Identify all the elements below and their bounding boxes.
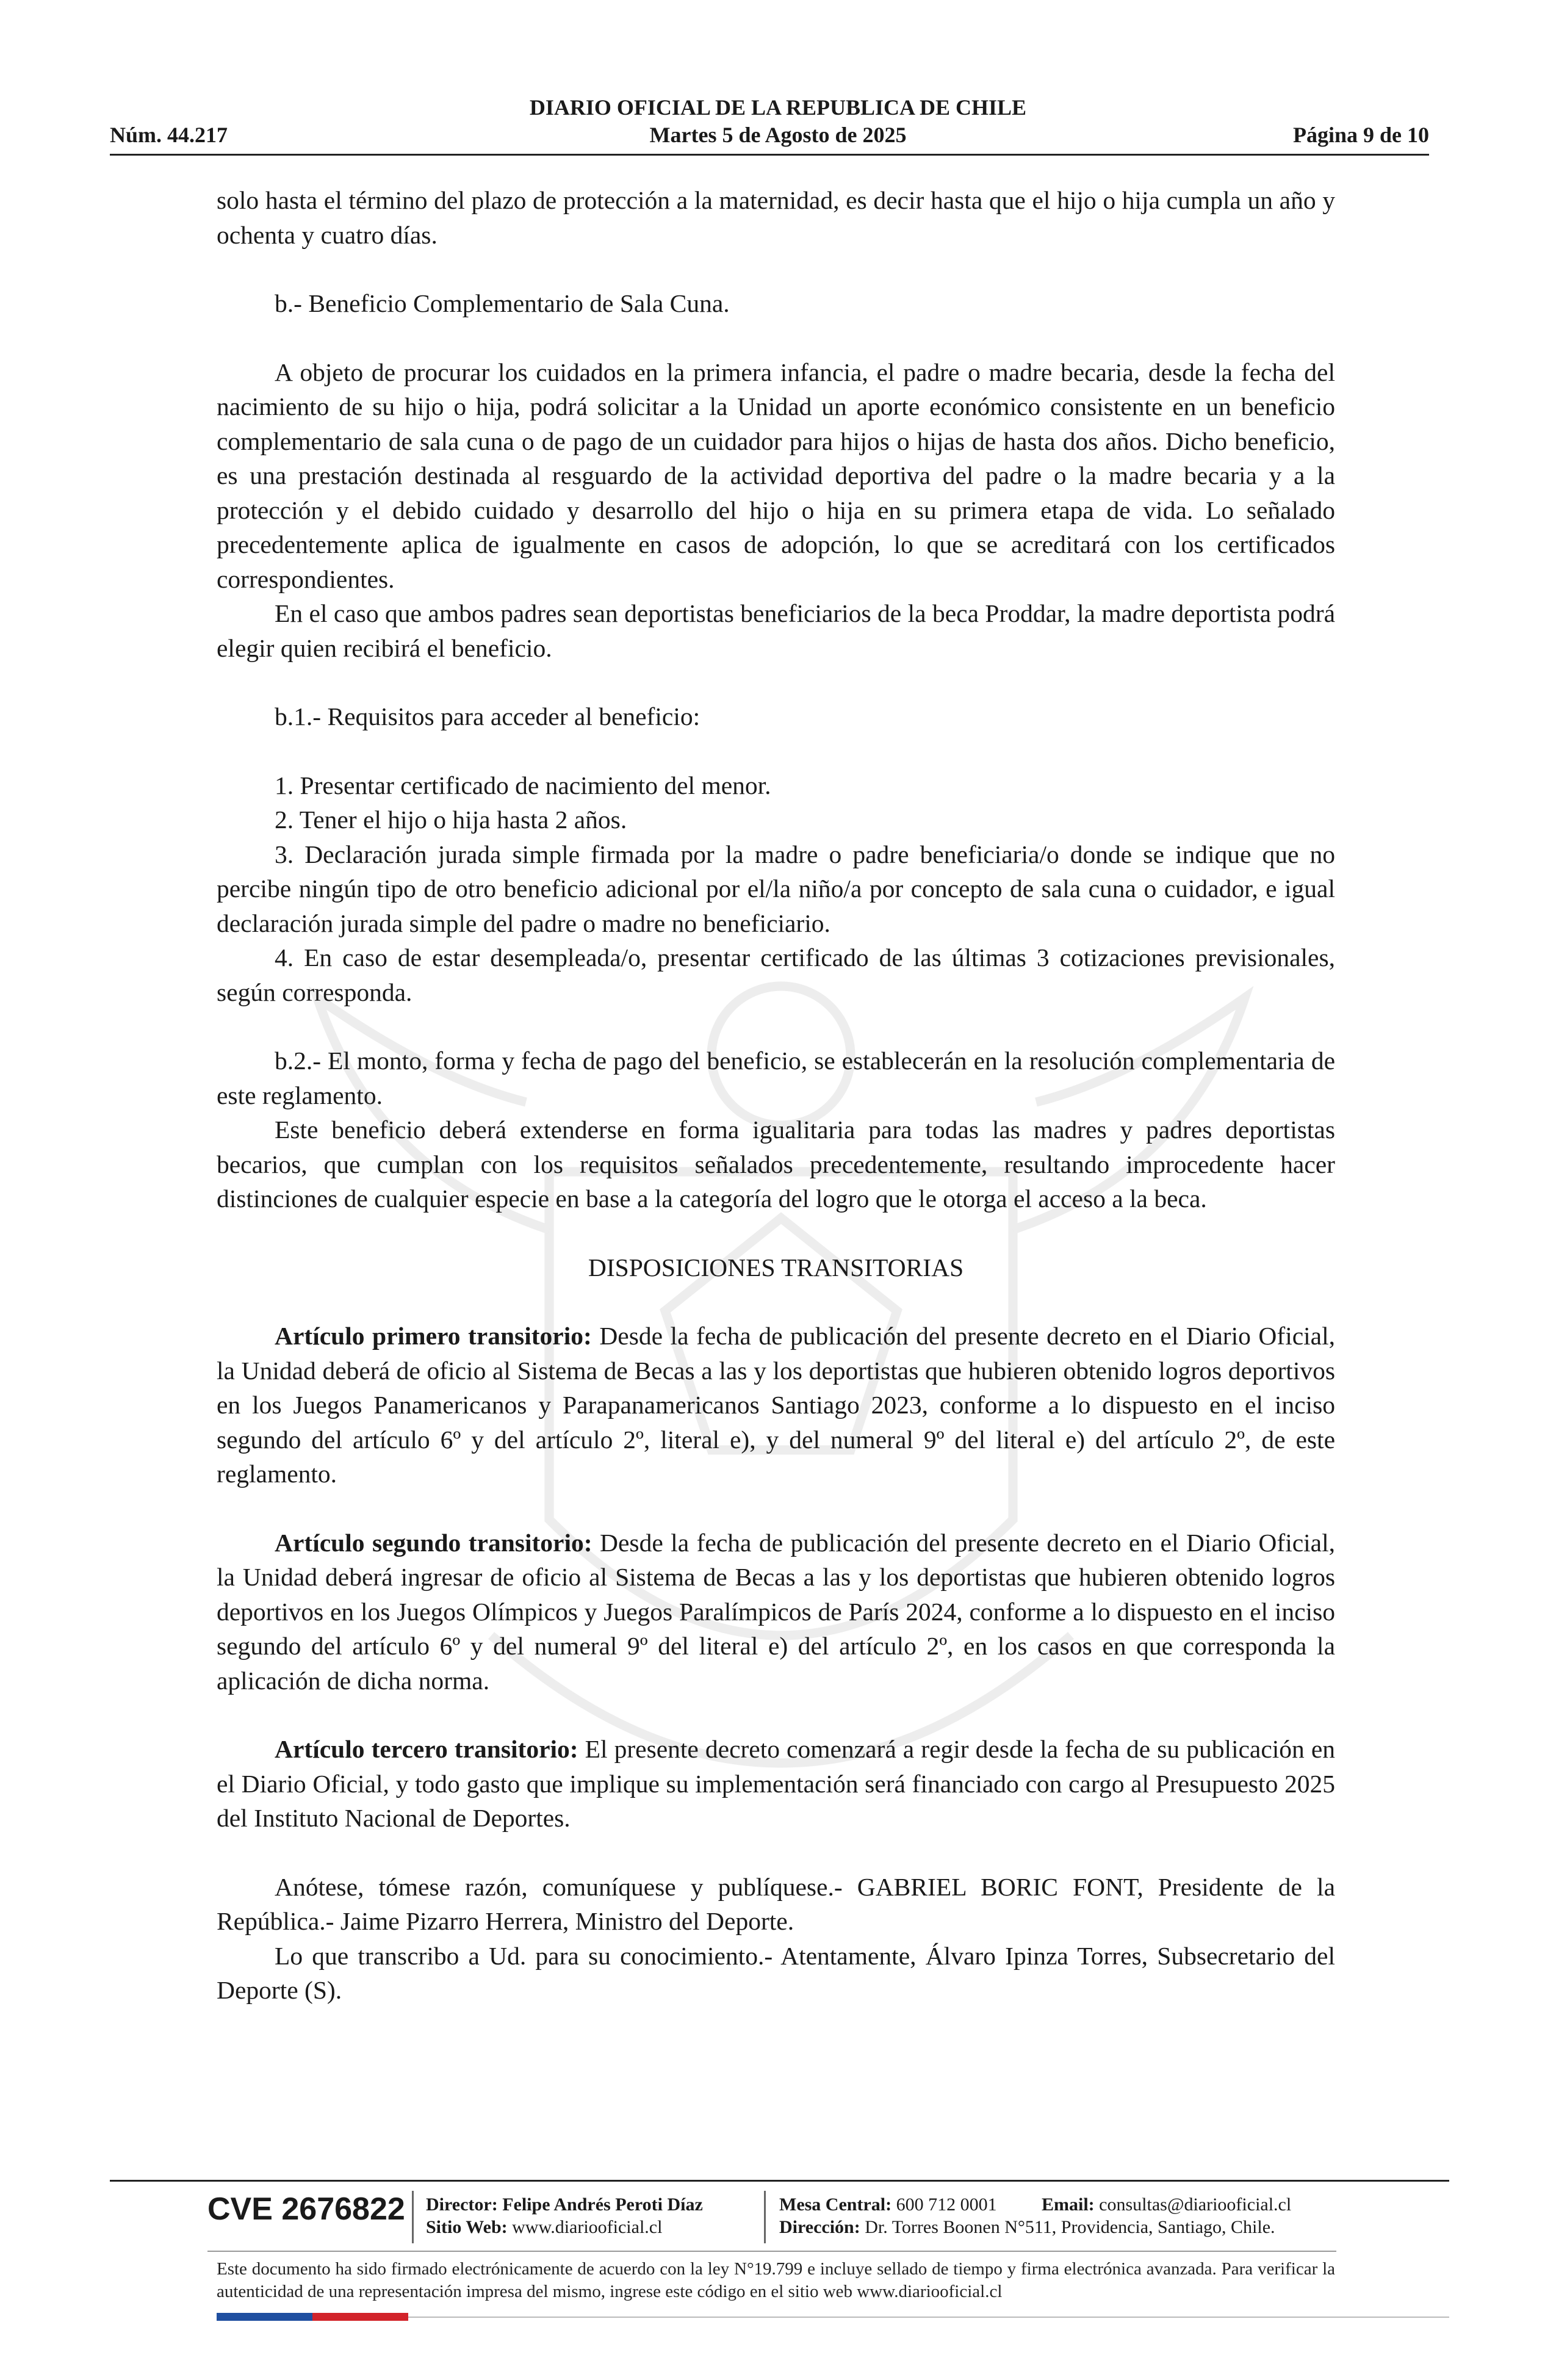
paragraph: A objeto de procurar los cuidados en la primera infancia, el padre o madre becaria, desde la fecha del nacimiento de su hijo o hija, podrá solicitar a la Unidad un aporte económico consistente en un beneficio complementario de sala cuna o de pago de un cuidador para hijos o hijas de hasta dos años. Dicho beneficio, es una prestación destinada al resguardo de la actividad deportiva del padre o la madre becaria y a la protección y el debido cuidado y desarrollo del hijo o hija en su primera etapa de vida. Lo señalado precedentemente aplica de igualmente en casos de adopción, lo que se acreditará con los certificados correspondientes.: [217, 358, 1335, 593]
list-item: 3. Declaración jurada simple firmada por la madre o padre beneficiaria/o donde se indique que no percibe ningún tipo de otro beneficio adicional por el/la niño/a por concepto de sala cuna o cuidador, e igual declaración jurada simple del padre o madre no beneficiario.: [217, 840, 1335, 937]
website-label: Sitio Web:: [426, 2217, 508, 2237]
newspaper-title: DIARIO OFICIAL DE LA REPUBLICA DE CHILE: [529, 95, 1027, 120]
article-label: Artículo primero transitorio:: [275, 1322, 592, 1350]
flag-stripe-blue: [217, 2313, 312, 2321]
article-label: Artículo tercero transitorio:: [275, 1735, 578, 1763]
footer-separator: [764, 2191, 766, 2243]
paragraph: solo hasta el término del plazo de protección a la maternidad, es decir hasta que el hijo o hija cumpla un año y ochenta y cuatro días.: [217, 186, 1335, 249]
article-text: Desde la fecha de publicación del presente decreto en el Diario Oficial, la Unidad deberá ingresar de oficio al Sistema de Becas a las y los deportistas que hubieren obtenido logros deportivos en los Juegos Olímpicos y Juegos Paralímpicos de París 2024, conforme a lo dispuesto en el inciso segundo del artículo 6º y del numeral 9º del literal e) del artículo 2º, en los casos en que corresponda la aplicación de dicha norma.: [217, 1528, 1336, 1695]
signature-paragraph: Anótese, tómese razón, comuníquese y publíquese.- GABRIEL BORIC FONT, Presidente de la República.- Jaime Pizarro Herrera, Ministro del Deporte.: [217, 1872, 1335, 1935]
footer-director-block: [426, 2193, 703, 2238]
list-item: 2. Tener el hijo o hija hasta 2 años.: [275, 806, 627, 834]
footer-divider: [110, 2180, 1449, 2182]
footer-separator: [412, 2191, 414, 2243]
issue-number: Núm. 44.217: [110, 123, 228, 147]
flag-stripe-red: [312, 2313, 408, 2321]
mesa-phone: 600 712 0001: [896, 2194, 997, 2215]
footer-email-block: [1042, 2193, 1291, 2216]
issue-date: Martes 5 de Agosto de 2025: [649, 123, 907, 147]
cve-code: CVE 2676822: [207, 2191, 405, 2227]
subheading-requisitos: b.1.- Requisitos para acceder al beneficio:: [275, 702, 701, 730]
page-indicator: Página 9 de 10: [1292, 123, 1429, 147]
section-title: DISPOSICIONES TRANSITORIAS: [588, 1253, 964, 1282]
director-name: Felipe Andrés Peroti Díaz: [502, 2194, 703, 2215]
email-link[interactable]: consultas@diariooficial.cl: [1099, 2194, 1292, 2215]
subheading-sala-cuna: b.- Beneficio Complementario de Sala Cuna.: [275, 289, 730, 317]
article-second-transitory: [217, 1526, 1335, 1698]
closing-paragraph: Lo que transcribo a Ud. para su conocimiento.- Atentamente, Álvaro Ipinza Torres, Subsecretario del Deporte (S).: [217, 1941, 1335, 2004]
direccion-label: Dirección:: [779, 2217, 860, 2237]
website-link[interactable]: www.diariooficial.cl: [512, 2217, 663, 2237]
paragraph: Este beneficio deberá extenderse en forma igualitaria para todas las madres y padres deportistas becarios, que cumplan con los requisitos señalados precedentemente, resultando improcedente hacer distinciones de cualquier especie en base a la categoría del logro que le otorga el acceso a la beca.: [217, 1116, 1335, 1213]
direccion-value: Dr. Torres Boonen N°511, Providencia, Santiago, Chile.: [865, 2217, 1275, 2237]
article-first-transitory: [217, 1319, 1335, 1491]
list-item: 4. En caso de estar desempleada/o, presentar certificado de las últimas 3 cotizaciones previsionales, según corresponda.: [217, 943, 1335, 1006]
email-label: Email:: [1042, 2194, 1095, 2215]
legal-notice: Este documento ha sido firmado electrónicamente de acuerdo con la ley N°19.799 e incluye sellado de tiempo y firma electrónica avanzada. Para verificar la autenticidad de una representación impresa del mismo, ingrese este código en el sitio web www.diariooficial.cl: [217, 2259, 1335, 2301]
document-body: [217, 183, 1335, 2008]
article-text: Desde la fecha de publicación del presente decreto en el Diario Oficial, la Unidad deberá de oficio al Sistema de Becas a las y los deportistas que hubieren obtenido logros deportivos en los Juegos Panamericanos y Parapanamericanos Santiago 2023, conforme a lo dispuesto en el inciso segundo del artículo 6º y del artículo 2º, literal e), y del numeral 9º del literal e) del artículo 2º, de este reglamento.: [217, 1322, 1335, 1488]
article-third-transitory: [217, 1732, 1335, 1836]
mesa-label: Mesa Central:: [779, 2194, 892, 2215]
footer-divider-thin: [207, 2251, 1336, 2252]
article-label: Artículo segundo transitorio:: [275, 1528, 593, 1557]
paragraph: En el caso que ambos padres sean deportistas beneficiarios de la beca Proddar, la madre deportista podrá elegir quien recibirá el beneficio.: [217, 599, 1335, 662]
paragraph: b.2.- El monto, forma y fecha de pago del beneficio, se establecerán en la resolución complementaria de este reglamento.: [217, 1047, 1335, 1109]
list-item: 1. Presentar certificado de nacimiento del menor.: [275, 771, 771, 799]
director-label: Director:: [426, 2194, 498, 2215]
header-divider: [110, 154, 1429, 156]
article-text: El presente decreto comenzará a regir desde la fecha de su publicación en el Diario Oficial, y todo gasto que implique su implementación será financiado con cargo al Presupuesto 2025 del Instituto Nacional de Deportes.: [217, 1735, 1336, 1832]
